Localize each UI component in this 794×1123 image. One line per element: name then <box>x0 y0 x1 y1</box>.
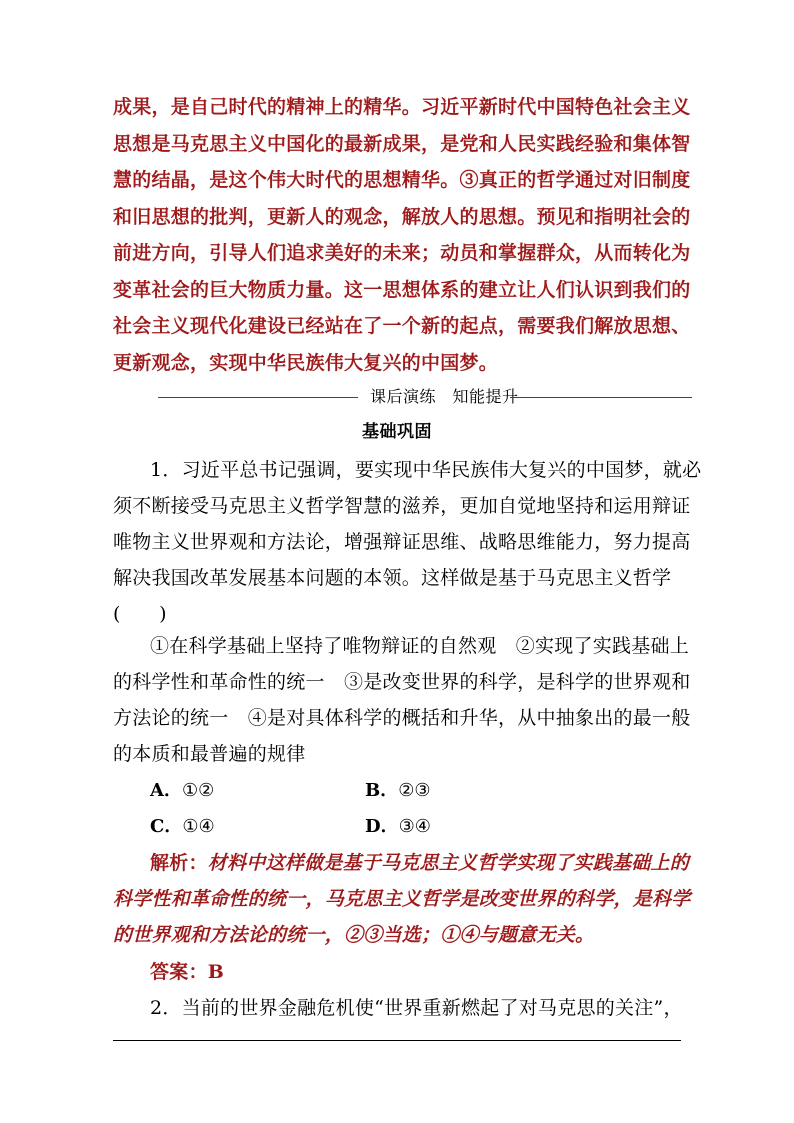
analysis-line: 社会主义现代化建设已经站在了一个新的起点，需要我们解放思想、 <box>113 315 691 337</box>
option-key: B． <box>365 780 399 801</box>
question1-answer-blank: ( ) <box>113 603 167 625</box>
option-a <box>150 779 214 803</box>
separator-rule-right <box>510 397 692 398</box>
option-key: C． <box>150 816 183 837</box>
question1-stem-line: 唯物主义世界观和方法论，增强辩证思维、战略思维能力，努力提高 <box>113 531 691 553</box>
option-value: ③④ <box>398 816 431 837</box>
question1-statement-line: 的科学性和革命性的统一 ③是改变世界的科学，是科学的世界观和 <box>113 671 691 693</box>
separator-rule-left <box>158 397 358 398</box>
option-value: ①② <box>181 780 215 801</box>
option-b <box>365 779 431 803</box>
option-key: D． <box>365 816 399 837</box>
analysis-line: 更新观念，实现中华民族伟大复兴的中国梦。 <box>113 352 499 374</box>
question2-stem-line: 2．当前的世界金融危机使“世界重新燃起了对马克思的关注”， <box>150 997 683 1019</box>
footer-rule <box>113 1040 681 1041</box>
question1-statement-line: 方法论的统一 ④是对具体科学的概括和升华，从中抽象出的最一般 <box>113 707 691 729</box>
question1-statement-line: ①在科学基础上坚持了唯物辩证的自然观 ②实现了实践基础上 <box>150 635 690 657</box>
explanation-line <box>150 851 689 875</box>
explanation-label: 解析： <box>150 852 208 874</box>
option-key: A． <box>150 780 182 801</box>
question1-stem-line: 须不断接受马克思主义哲学智慧的滋养，更加自觉地坚持和运用辩证 <box>113 495 691 517</box>
option-value: ①④ <box>182 816 215 837</box>
explanation-text: 材料中这样做是基于马克思主义哲学实现了实践基础上的 <box>207 852 690 874</box>
analysis-line: 变革社会的巨大物质力量。这一思想体系的建立让人们认识到我们的 <box>113 279 691 301</box>
separator-text: 课后演练 知能提升 <box>370 387 519 406</box>
analysis-line: 前进方向，引导人们追求美好的未来；动员和掌握群众，从而转化为 <box>113 242 691 264</box>
analysis-line: 慧的结晶，是这个伟大时代的思想精华。③真正的哲学通过对旧制度 <box>113 169 691 191</box>
explanation-line: 科学性和革命性的统一，马克思主义哲学是改变世界的科学，是科学 <box>113 888 691 910</box>
option-c <box>150 815 215 839</box>
question1-stem-line: 解决我国改革发展基本问题的本领。这样做是基于马克思主义哲学 <box>113 567 672 589</box>
question1-statement-line: 的本质和最普遍的规律 <box>113 743 306 765</box>
option-value: ②③ <box>398 780 431 801</box>
analysis-line: 思想是马克思主义中国化的最新成果，是党和人民实践经验和集体智 <box>113 133 691 155</box>
explanation-line: 的世界观和方法论的统一，②③当选；①④与题意无关。 <box>113 924 595 946</box>
option-d <box>365 815 431 839</box>
section-heading: 基础巩固 <box>362 422 432 442</box>
answer-line: 答案：B <box>150 961 225 983</box>
section-separator <box>158 385 692 409</box>
question1-stem-line: 1．习近平总书记强调，要实现中华民族伟大复兴的中国梦，就必 <box>150 459 702 481</box>
analysis-line: 和旧思想的批判，更新人的观念，解放人的思想。预见和指明社会的 <box>113 206 691 228</box>
analysis-line: 成果，是自己时代的精神上的精华。习近平新时代中国特色社会主义 <box>113 96 691 118</box>
